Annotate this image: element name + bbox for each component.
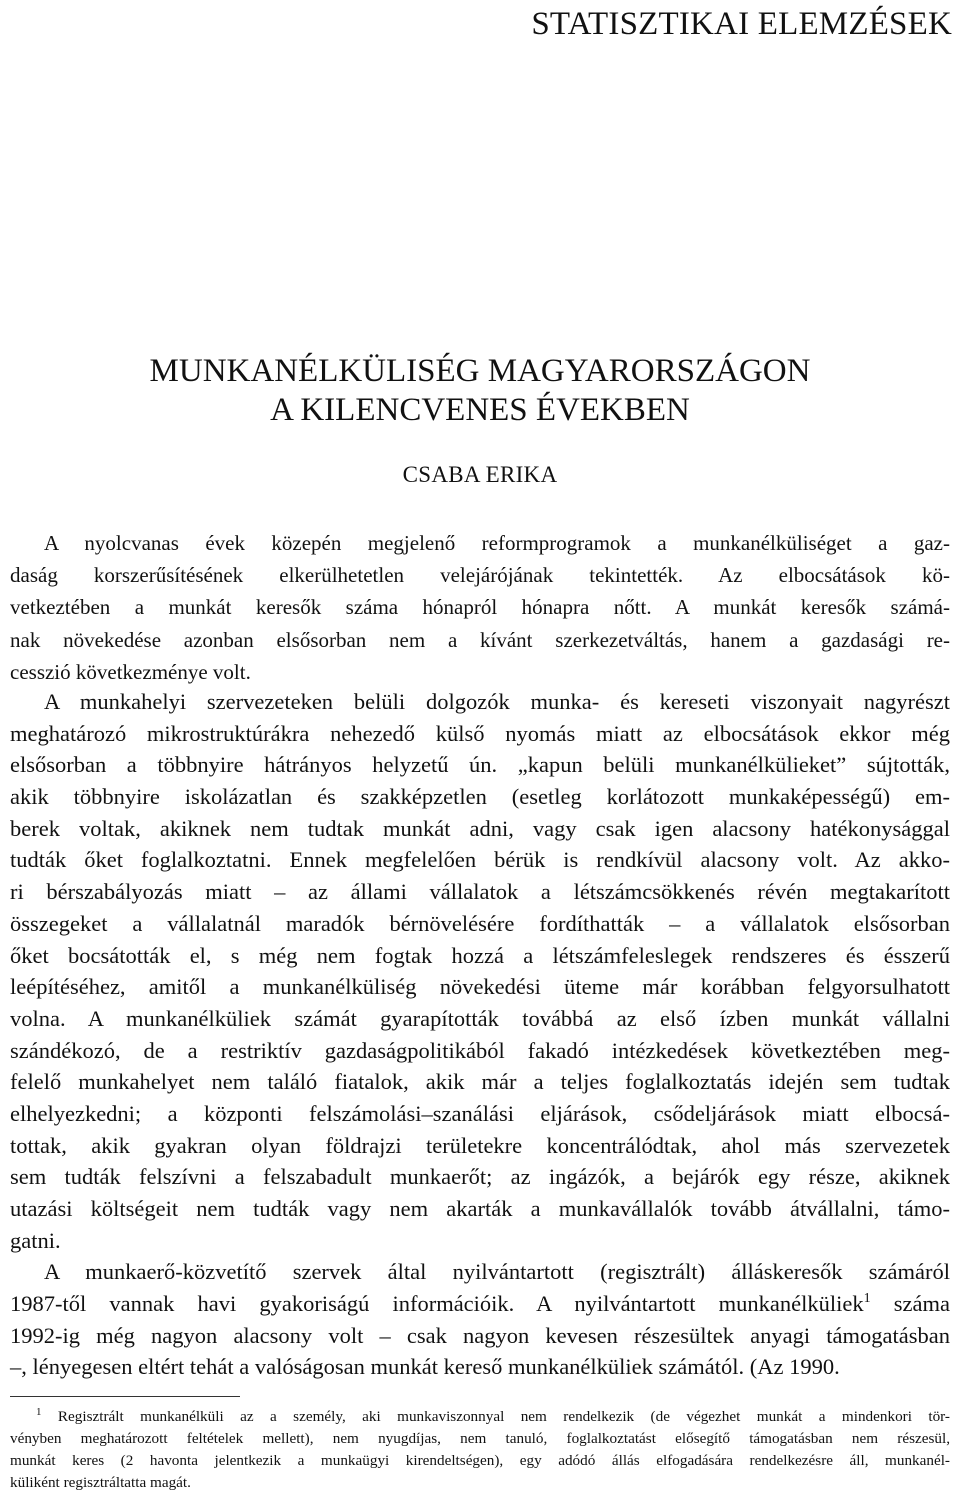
body-line: 1992-ig még nagyon alacsony volt – csak nagyon kevesen részesültek anyagi támogatásban xyxy=(10,1322,950,1348)
body-line: meghatározó mikrostruktúrákra nehezedő külső nyomás miatt az elbocsátások ekkor még xyxy=(10,720,950,746)
section-header: STATISZTIKAI ELEMZÉSEK xyxy=(531,6,952,42)
body-line: volna. A munkanélküliek számát gyarapították továbbá az első ízben munkát vállalni xyxy=(10,1005,950,1031)
abstract-line: nak növekedése azonban elsősorban nem a kívánt szerkezetváltás, hanem a gazdasági re- xyxy=(10,627,950,652)
footnote-divider xyxy=(10,1396,240,1397)
body-line: ri bérszabályozás miatt – az állami vállalatok a létszámcsökkenés révén megtakarított xyxy=(10,879,950,905)
title-line-2: A KILENCVENES ÉVEKBEN xyxy=(270,392,690,428)
abstract-line: vetkeztében a munkát keresők száma hónapról hónapra nőtt. A munkát keresők számá- xyxy=(10,595,950,620)
footnote-text: Regisztrált munkanélküli az a személy, aki munkaviszonnyal nem rendelkezik (de végezhet munkát a mindenkori tör- xyxy=(41,1408,950,1425)
footnote-line: küliként regisztráltatta magát. xyxy=(10,1474,191,1491)
body-text xyxy=(10,686,950,1383)
abstract-line: daság korszerűsítésének elkerülhetetlen velejárójának tekintették. Az elbocsátások kö- xyxy=(10,563,950,588)
footnote-line xyxy=(10,1406,950,1428)
body-line: A munkahelyi szervezeteken belüli dolgozók munka- és kereseti viszonyait nagyrészt xyxy=(44,689,950,714)
body-line: utazási költségeit nem tudták vagy nem akarták a munkavállalók tovább átvállalni, támo- xyxy=(10,1196,950,1221)
footnote-line: munkát keres (2 havonta jelentkezik a munkaügyi kirendeltségen), egy adódó állás elfogadására rendelkezésre áll, munkanél- xyxy=(10,1452,950,1469)
title-line-1: MUNKANÉLKÜLISÉG MAGYARORSZÁGON xyxy=(149,353,811,389)
body-line: sem tudták felszívni a felszabadult munkaerőt; az ingázók, a bejárók egy része, akiknek xyxy=(10,1164,950,1190)
abstract-line: cesszió következménye volt. xyxy=(10,659,251,684)
body-line: elsősorban a többnyire hátrányos helyzetű ún. „kapun belüli munkanélkülieket” sújtották, xyxy=(10,752,950,778)
body-line: berek voltak, akiknek nem tudtak munkát adni, vagy csak igen alacsony hatékonysággal xyxy=(10,815,950,841)
footnote xyxy=(10,1406,950,1494)
body-line: szándékozó, de a restriktív gazdaságpolitikából fakadó intézkedések következtében meg- xyxy=(10,1037,950,1063)
body-line: leépítéséhez, amitől a munkanélküliség növekedési üteme már korábban felgyorsulhatott xyxy=(10,974,950,1000)
abstract-line: A nyolcvanas évek közepén megjelenő reformprogramok a munkanélküliséget a gaz- xyxy=(44,531,950,555)
body-line: gatni. xyxy=(10,1227,61,1253)
body-line: tudták őket foglalkoztatni. Ennek megfelelően bérük is rendkívül alacsony volt. Az akko- xyxy=(10,847,950,873)
body-line: elhelyezkedni; a központi felszámolási–szanálási eljárások, csődeljárások miatt elbocsá- xyxy=(10,1100,950,1126)
body-line: felelő munkahelyet nem találó fiatalok, akik már a teljes foglalkoztatás idején sem tudtak xyxy=(10,1069,950,1095)
body-line: –, lényegesen eltért tehát a valóságosan munkát kereső munkanélküliek számától. (Az 1990. xyxy=(10,1354,840,1380)
footnote-marker: 1 xyxy=(36,1406,42,1418)
body-line: akik többnyire iskolázatlan és szakképzetlen (esetleg korlátozott munkaképességű) em- xyxy=(10,784,950,810)
author-name: CSABA ERIKA xyxy=(402,462,558,487)
abstract xyxy=(10,527,950,688)
body-line: összegeket a vállalatnál maradók bérnövelésére fordíthatták – a vállalatok elsősorban xyxy=(10,910,950,936)
body-text-fragment: száma xyxy=(870,1291,950,1317)
footnote-line: vényben meghatározott feltételek mellett), nem nyugdíjas, nem tanuló, foglalkoztatást elősegítő támogatásban nem részesül, xyxy=(10,1430,950,1447)
body-line xyxy=(10,1288,950,1320)
body-text-fragment: 1987-től vannak havi gyakoriságú információik. A nyilvántartott munkanélküliek xyxy=(10,1291,864,1317)
body-line: őket bocsátották el, s még nem fogtak hozzá a létszámfeleslegek rendszeres és ésszerű xyxy=(10,942,950,968)
body-line: A munkaerő-közvetítő szervek által nyilvántartott (regisztrált) álláskeresők számáról xyxy=(44,1259,950,1285)
body-line: tottak, akik gyakran olyan földrajzi területekre koncentrálódtak, ahol más szervezetek xyxy=(10,1132,950,1158)
article-title xyxy=(0,352,960,430)
footnote-reference[interactable]: 1 xyxy=(863,1291,871,1307)
